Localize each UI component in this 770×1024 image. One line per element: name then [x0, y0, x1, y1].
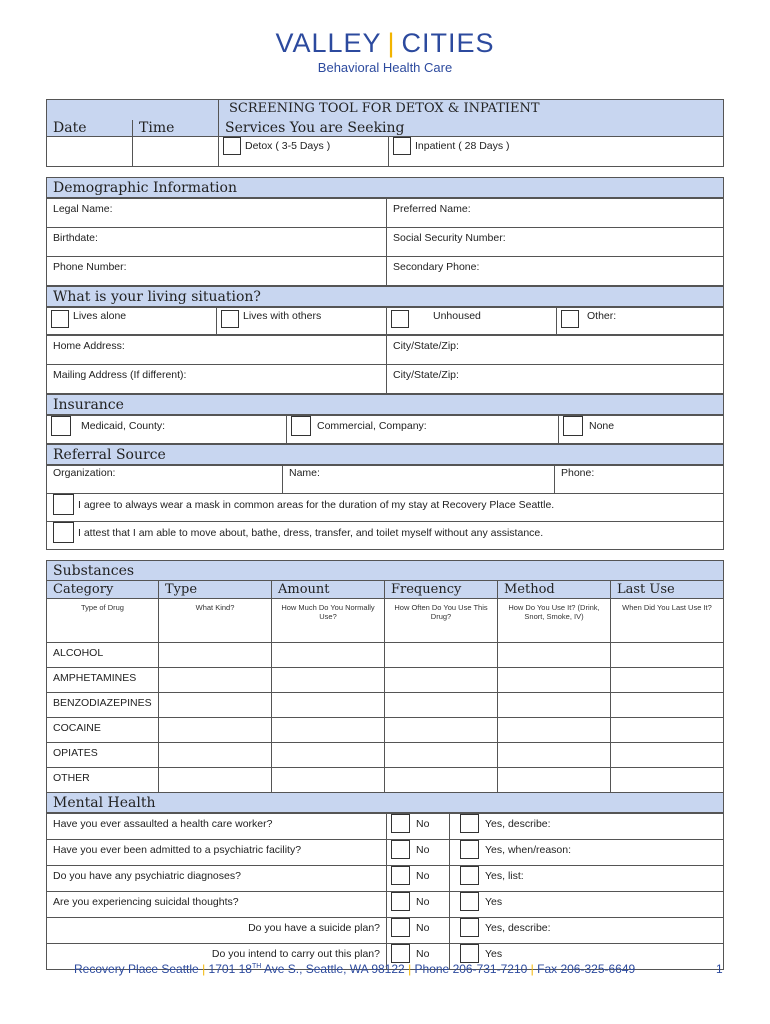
form-sheet	[46, 99, 724, 970]
logo-sub: Behavioral Health Care	[317, 60, 453, 75]
question-suicidal-thoughts: Are you experiencing suicidal thoughts?	[47, 892, 387, 918]
no-label: No	[416, 947, 430, 960]
time-field[interactable]	[133, 137, 219, 167]
sub-type-of-drug: Type of Drug	[47, 599, 159, 643]
attest-checkbox[interactable]	[53, 522, 74, 543]
medicaid-label: Medicaid, County:	[81, 420, 166, 432]
mental-health-table	[46, 813, 724, 970]
lives-alone-checkbox[interactable]	[51, 310, 69, 328]
diagnoses-yes-checkbox[interactable]	[460, 866, 479, 885]
sub-what-kind: What Kind?	[159, 599, 272, 643]
assault-no-checkbox[interactable]	[391, 814, 410, 833]
date-label: Date	[47, 120, 133, 137]
mental-health-heading: Mental Health	[46, 793, 724, 813]
table-row	[47, 668, 724, 693]
table-row	[47, 643, 724, 668]
sub-last-use: When Did You Last Use It?	[611, 599, 724, 643]
question-assault: Have you ever assaulted a health care worker?	[47, 814, 387, 840]
no-insurance-label: None	[589, 420, 615, 432]
detox-checkbox[interactable]	[223, 137, 241, 155]
logo: VALLEY | CITIES Behavioral Health Care	[0, 28, 770, 75]
thoughts-no-checkbox[interactable]	[391, 892, 410, 911]
substances-sub-headers	[47, 599, 724, 643]
no-label: No	[416, 895, 430, 908]
time-label: Time	[133, 120, 219, 137]
logo-left: VALLEY	[275, 28, 382, 58]
no-insurance-checkbox[interactable]	[563, 416, 583, 436]
table-row	[47, 918, 724, 944]
substances-table	[46, 580, 724, 793]
substances-heading: Substances	[46, 560, 724, 580]
table-row	[47, 866, 724, 892]
question-psychiatric-facility: Have you ever been admitted to a psychiatric facility?	[47, 840, 387, 866]
organization-field[interactable]: Organization:	[47, 466, 283, 494]
legal-name-field[interactable]: Legal Name:	[47, 199, 387, 228]
col-frequency: Frequency	[385, 581, 498, 599]
facility-no-checkbox[interactable]	[391, 840, 410, 859]
insurance-table	[46, 415, 724, 444]
yes-label: Yes, when/reason:	[485, 843, 572, 856]
col-amount: Amount	[272, 581, 385, 599]
diagnoses-no-checkbox[interactable]	[391, 866, 410, 885]
plan-no-checkbox[interactable]	[391, 918, 410, 937]
mailing-city-state-zip-field[interactable]: City/State/Zip:	[387, 365, 724, 394]
living-table	[46, 307, 724, 335]
table-row	[47, 892, 724, 918]
no-label: No	[416, 869, 430, 882]
col-last-use: Last Use	[611, 581, 724, 599]
table-row	[47, 743, 724, 768]
substance-benzodiazepines: BENZODIAZEPINES	[47, 693, 159, 718]
page-number: 1	[716, 962, 723, 976]
services-label: Services You are Seeking	[219, 120, 724, 137]
referral-heading: Referral Source	[46, 444, 724, 465]
yes-label: Yes, describe:	[485, 921, 551, 934]
demographic-heading: Demographic Information	[46, 177, 724, 198]
question-intend-plan: Do you intend to carry out this plan?	[47, 944, 387, 970]
yes-label: Yes	[485, 895, 503, 908]
footer-org: Recovery Place Seattle	[74, 962, 199, 976]
date-field[interactable]	[47, 137, 133, 167]
lives-alone-label: Lives alone	[73, 310, 127, 322]
footer-fax: Fax 206-325-6649	[537, 962, 636, 976]
mask-agreement: I agree to always wear a mask in common areas for the duration of my stay at Recovery Place Seattle.	[78, 498, 555, 511]
living-heading: What is your living situation?	[46, 286, 724, 307]
question-diagnoses: Do you have any psychiatric diagnoses?	[47, 866, 387, 892]
mask-checkbox[interactable]	[53, 494, 74, 515]
other-living-checkbox[interactable]	[561, 310, 579, 328]
referral-name-field[interactable]: Name:	[283, 466, 555, 494]
col-type: Type	[159, 581, 272, 599]
inpatient-checkbox[interactable]	[393, 137, 411, 155]
sub-how-often: How Often Do You Use This Drug?	[385, 599, 498, 643]
footer-address: 1701 18TH Ave S., Seattle, WA 98122	[208, 962, 405, 976]
footer: Recovery Place Seattle | 1701 18TH Ave S., Seattle, WA 98122 | Phone 206-731-7210 | Fax 206-325-6649	[74, 962, 636, 976]
preferred-name-field[interactable]: Preferred Name:	[387, 199, 724, 228]
substances-column-headers	[47, 581, 724, 599]
table-row	[47, 768, 724, 793]
commercial-label: Commercial, Company:	[317, 420, 427, 432]
lives-with-others-checkbox[interactable]	[221, 310, 239, 328]
home-address-field[interactable]: Home Address:	[47, 336, 387, 365]
address-table	[46, 335, 724, 394]
commercial-checkbox[interactable]	[291, 416, 311, 436]
substance-alcohol: ALCOHOL	[47, 643, 159, 668]
medicaid-checkbox[interactable]	[51, 416, 71, 436]
substance-amphetamines: AMPHETAMINES	[47, 668, 159, 693]
mailing-address-field[interactable]: Mailing Address (If different):	[47, 365, 387, 394]
no-label: No	[416, 921, 430, 934]
no-label: No	[416, 817, 430, 830]
substance-cocaine: COCAINE	[47, 718, 159, 743]
insurance-heading: Insurance	[46, 394, 724, 415]
attest-statement: I attest that I am able to move about, bathe, dress, transfer, and toilet myself without any assistance.	[78, 526, 544, 539]
intend-no-checkbox[interactable]	[391, 944, 410, 963]
secondary-phone-field[interactable]: Secondary Phone:	[387, 257, 724, 286]
birthdate-field[interactable]: Birthdate:	[47, 228, 387, 257]
demographic-table	[46, 198, 724, 286]
col-method: Method	[498, 581, 611, 599]
yes-label: Yes, describe:	[485, 817, 551, 830]
referral-table	[46, 465, 724, 550]
header-table	[46, 99, 724, 167]
table-row	[47, 840, 724, 866]
yes-label: Yes, list:	[485, 869, 524, 882]
facility-yes-checkbox[interactable]	[460, 840, 479, 859]
question-suicide-plan: Do you have a suicide plan?	[47, 918, 387, 944]
other-living-label: Other:	[587, 310, 617, 322]
form-title: SCREENING TOOL FOR DETOX & INPATIENT	[219, 100, 724, 120]
lives-with-others-label: Lives with others	[243, 310, 322, 322]
substance-other: OTHER	[47, 768, 159, 793]
unhoused-checkbox[interactable]	[391, 310, 409, 328]
intend-yes-checkbox[interactable]	[460, 944, 479, 963]
assault-yes-checkbox[interactable]	[460, 814, 479, 833]
no-label: No	[416, 843, 430, 856]
logo-right: CITIES	[401, 28, 495, 58]
inpatient-label: Inpatient ( 28 Days )	[415, 140, 510, 152]
unhoused-label: Unhoused	[433, 310, 481, 322]
sub-how-much: How Much Do You Normally Use?	[272, 599, 385, 643]
yes-label: Yes	[485, 947, 503, 960]
city-state-zip-field[interactable]: City/State/Zip:	[387, 336, 724, 365]
detox-label: Detox ( 3-5 Days )	[245, 140, 331, 152]
footer-phone: Phone 206-731-7210	[414, 962, 528, 976]
referral-phone-field[interactable]: Phone:	[555, 466, 724, 494]
table-row	[47, 718, 724, 743]
table-row	[47, 814, 724, 840]
sub-how-use: How Do You Use It? (Drink, Snort, Smoke, IV)	[498, 599, 611, 643]
thoughts-yes-checkbox[interactable]	[460, 892, 479, 911]
table-row	[47, 693, 724, 718]
phone-field[interactable]: Phone Number:	[47, 257, 387, 286]
substance-opiates: OPIATES	[47, 743, 159, 768]
ssn-field[interactable]: Social Security Number:	[387, 228, 724, 257]
plan-yes-checkbox[interactable]	[460, 918, 479, 937]
col-category: Category	[47, 581, 159, 599]
